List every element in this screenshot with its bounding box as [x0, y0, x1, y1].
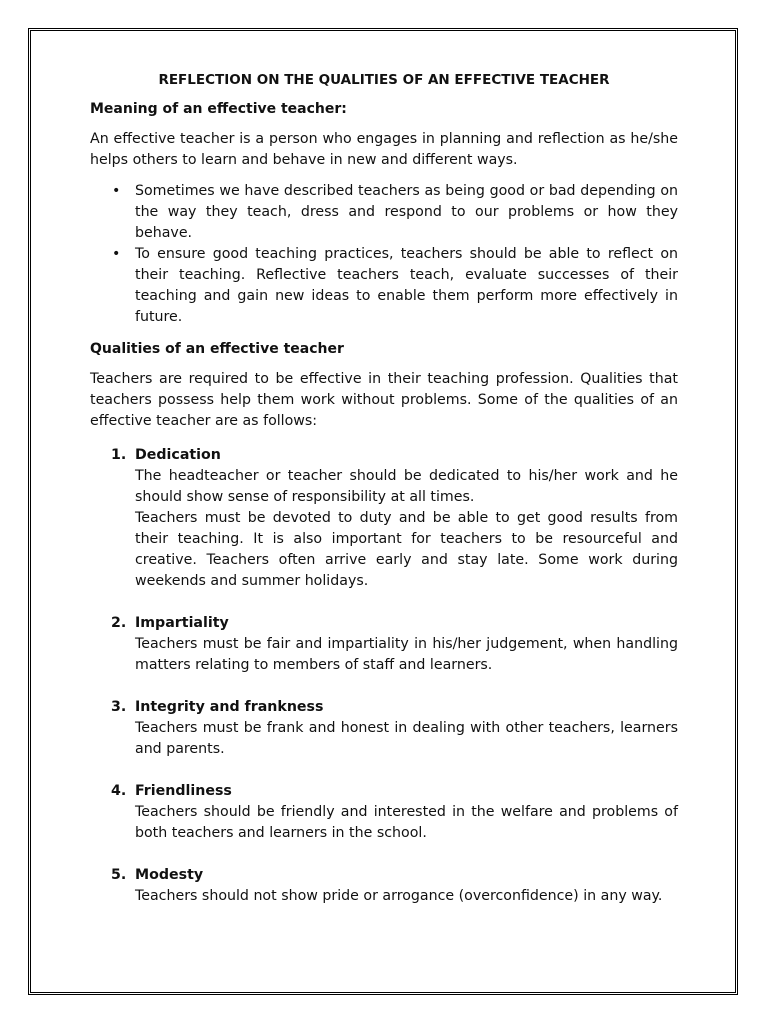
quality-number: 5. [111, 867, 127, 883]
quality-item-friendliness [111, 781, 678, 844]
quality-text: Teachers must be devoted to duty and be able to get good results from their teaching. It is also important for teachers to be resourceful and creative. Teachers often arrive early and stay late. Some work during weekends and summer holidays. [135, 510, 678, 589]
document-body [90, 70, 678, 928]
quality-title: Impartiality [135, 615, 229, 631]
bullet-item [112, 244, 678, 328]
quality-title: Modesty [135, 867, 204, 883]
quality-text: The headteacher or teacher should be dedicated to his/her work and he should show sense of responsibility at all times. [135, 468, 678, 505]
bullet-item [112, 181, 678, 244]
qualities-heading: Qualities of an effective teacher [90, 341, 344, 357]
document-title: REFLECTION ON THE QUALITIES OF AN EFFECTIVE TEACHER [158, 72, 610, 88]
quality-item-integrity [111, 697, 678, 760]
bullet-icon: • [112, 246, 121, 262]
quality-title: Friendliness [135, 783, 232, 799]
qualities-list [90, 445, 678, 907]
meaning-heading: Meaning of an effective teacher: [90, 101, 347, 117]
quality-item-dedication [111, 445, 678, 592]
qualities-intro: Teachers are required to be effective in their teaching profession. Qualities that teachers possess help them work without problems. Some of the qualities of an effective teacher are as follows: [90, 371, 678, 429]
quality-text: Teachers should be friendly and interested in the welfare and problems of both teachers and learners in the school. [135, 804, 678, 841]
quality-number: 3. [111, 699, 127, 715]
quality-text: Teachers must be fair and impartiality in his/her judgement, when handling matters relating to members of staff and learners. [135, 636, 678, 673]
bullet-text: To ensure good teaching practices, teachers should be able to reflect on their teaching. Reflective teachers teach, evaluate successes of their teaching and gain new ideas to enable them perform more effectively in future. [135, 246, 678, 325]
quality-title: Dedication [135, 447, 221, 463]
meaning-paragraph: An effective teacher is a person who engages in planning and reflection as he/she helps others to learn and behave in new and different ways. [90, 131, 678, 168]
quality-title: Integrity and frankness [135, 699, 324, 715]
quality-text: Teachers must be frank and honest in dealing with other teachers, learners and parents. [135, 720, 678, 757]
quality-text: Teachers should not show pride or arrogance (overconfidence) in any way. [135, 888, 663, 904]
quality-item-modesty [111, 865, 678, 907]
bullet-list [90, 181, 678, 328]
quality-item-impartiality [111, 613, 678, 676]
bullet-icon: • [112, 183, 121, 199]
bullet-text: Sometimes we have described teachers as being good or bad depending on the way they teach, dress and respond to our problems or how they behave. [135, 183, 678, 241]
quality-number: 1. [111, 447, 127, 463]
quality-number: 4. [111, 783, 127, 799]
quality-number: 2. [111, 615, 127, 631]
